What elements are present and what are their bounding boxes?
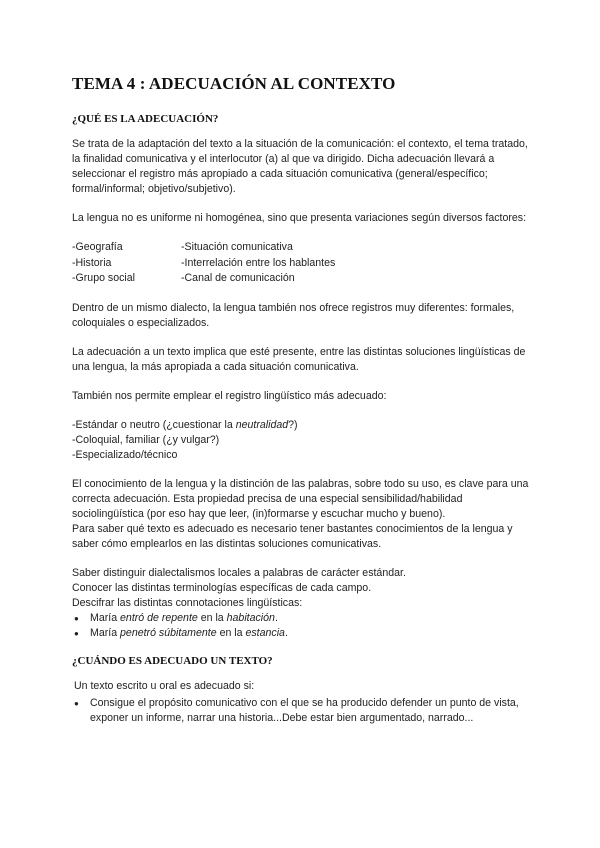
factors-list [72,240,532,287]
example-text: María [90,626,121,639]
example-text: María [90,611,121,624]
factor-row [72,256,532,272]
factor-left: -Grupo social [72,272,135,284]
document-title: TEMA 4 : ADECUACIÓN AL CONTEXTO [72,74,396,93]
paragraph-adequacy: La adecuación a un texto implica que esté presente, entre las distintas soluciones lingüísticas de una lengua, la más apropiada a cada situación comunicativa. [72,345,526,373]
register-list [72,418,532,463]
register-standard-emphasis: neutralidad [235,418,289,431]
paragraph-dialect: Dentro de un mismo dialecto, la lengua también nos ofrece registros muy diferentes: formales, coloquiales o especializados. [72,301,515,329]
criteria-list [72,696,532,726]
skill-terminology: Conocer las distintas terminologías específicas de cada campo. [72,581,372,594]
document-body [72,74,532,726]
register-colloquial: -Coloquial, familiar (¿y vulgar?) [72,433,220,446]
paragraph-variation: La lengua no es uniforme ni homogénea, sino que presenta variaciones según diversos factores: [72,212,527,224]
example-emphasis: penetró súbitamente [120,626,217,639]
list-item [90,611,532,626]
paragraph-definition: Se trata de la adaptación del texto a la situación de la comunicación: el contexto, el tema tratado, la finalidad comunicativa y el interlocutor (a) al que va dirigido. Dicha adecuación llevará a seleccionar el registro más apropiado a cada situación comunicativa (general/específico; formal/informal; objetivo/subjetivo). [72,138,528,195]
list-item [90,626,532,641]
example-text: . [274,611,278,624]
connotation-examples [72,611,532,641]
example-text: en la [197,611,227,624]
paragraph-register-intro: También nos permite emplear el registro lingüístico más adecuado: [72,389,387,402]
factor-row [72,271,532,287]
factor-right: -Interrelación entre los hablantes [181,256,336,269]
paragraph-when-intro: Un texto escrito u oral es adecuado si: [74,679,255,692]
register-standard [72,418,532,433]
factor-right: -Situación comunicativa [181,241,293,253]
factor-left: -Historia [72,256,112,269]
example-emphasis: entró de repente [120,611,198,624]
paragraph-how-to: Para saber qué texto es adecuado es necesario tener bastantes conocimientos de la lengua y saber cómo emplearlos en las distintas soluciones comunicativas. [72,522,513,550]
register-standard-text: -Estándar o neutro (¿cuestionar la [72,418,236,431]
register-specialized: -Especializado/técnico [72,448,178,461]
paragraph-knowledge: El conocimiento de la lengua y la distinción de las palabras, sobre todo su uso, es clave para una correcta adecuación. Esta propiedad precisa de una especial sensibilidad/habilidad sociolingüística (por eso hay que leer, (in)formarse y escuchar mucho y bueno). [72,477,529,520]
section-heading-when: ¿CUÁNDO ES ADECUADO UN TEXTO? [72,654,273,667]
skill-distinguish: Saber distinguir dialectalismos locales a palabras de carácter estándar. [72,566,406,579]
section-heading-what: ¿QUÉ ES LA ADECUACIÓN? [72,113,219,125]
skill-connotations: Descifrar las distintas connotaciones lingüísticas: [72,596,303,609]
example-text: . [284,626,288,639]
factor-row [72,240,532,256]
factor-right: -Canal de comunicación [181,272,295,284]
factor-left: -Geografía [72,241,123,253]
example-emphasis: habitación [226,611,275,624]
example-text: en la [216,626,246,639]
example-emphasis: estancia [245,626,285,639]
register-standard-end: ?) [288,418,298,431]
list-item: ● Consigue el propósito comunicativo con el que se ha producido defender un punto de vista, exponer un informe, narrar una historia...Debe estar bien argumentado, narrado... [90,696,532,726]
